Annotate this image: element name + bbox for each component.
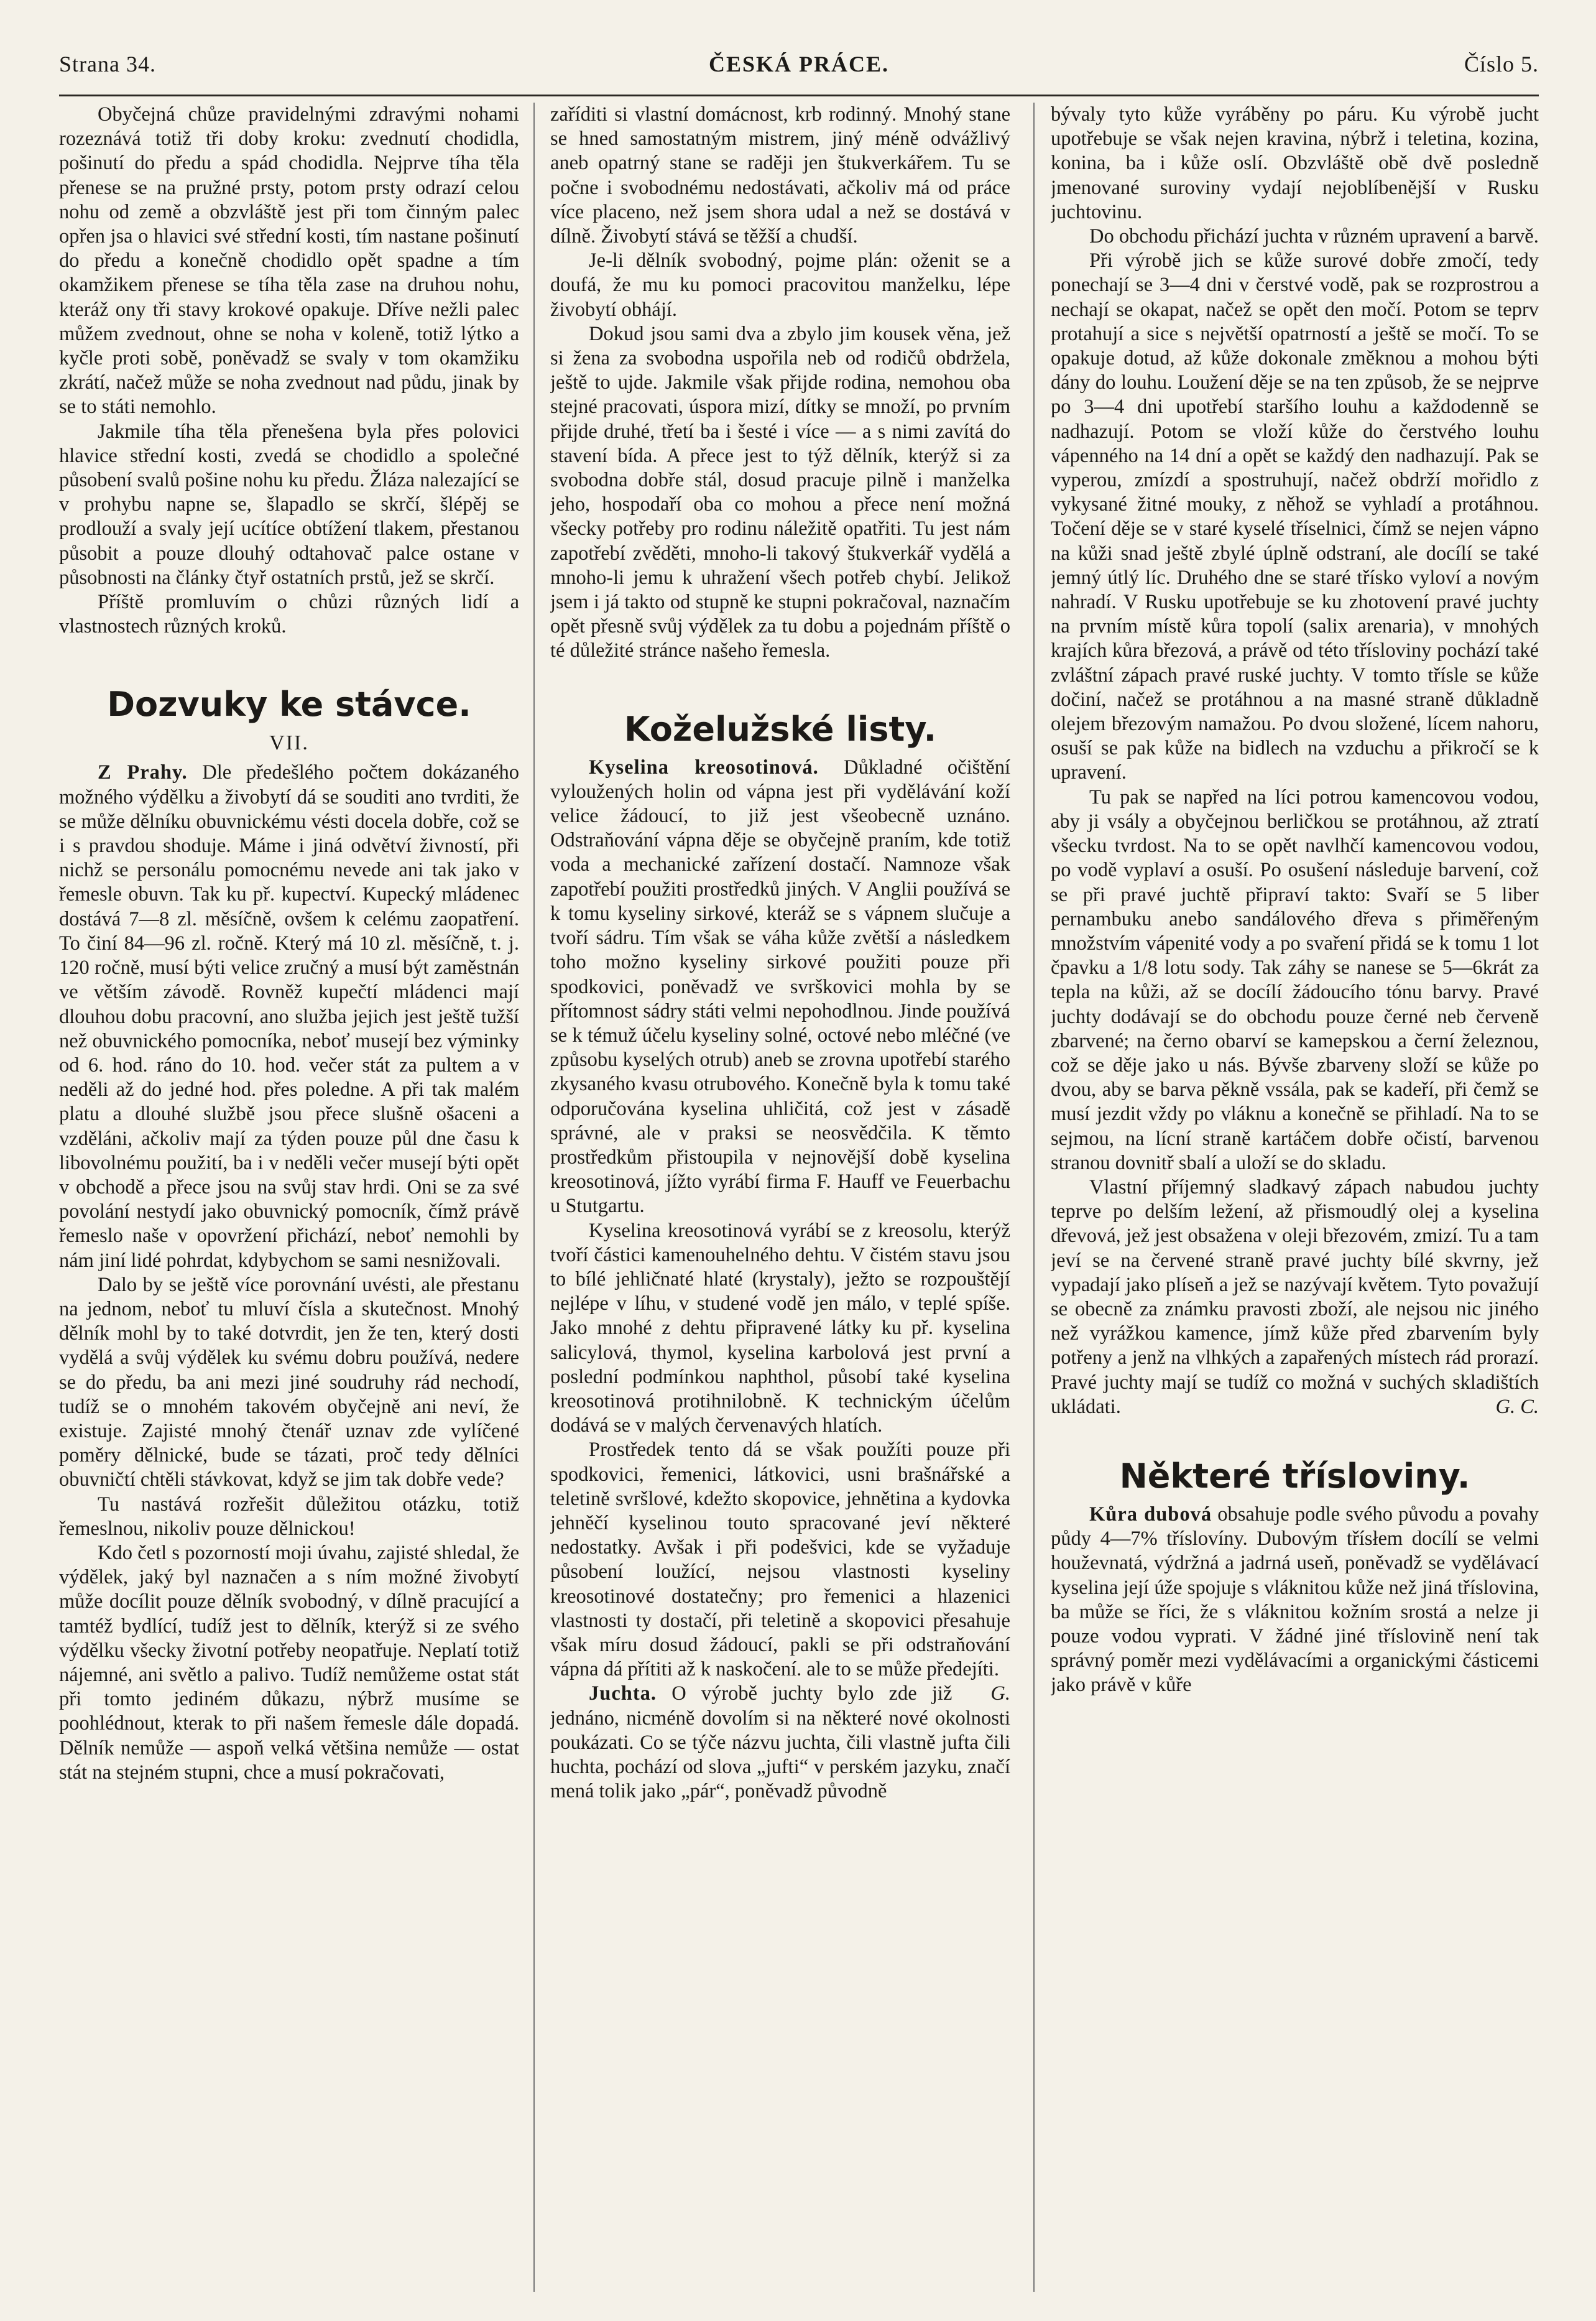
article-paragraph: Je-li dělník svobodný, pojme plán: oženit se a doufá, že mu ku pomoci pracovitou manželku, lépe živobytí obhájí. [550,249,1010,321]
article-paragraph [1051,1503,1539,1698]
article-paragraph [1051,1175,1539,1419]
article-paragraph: Dalo by se ještě více porovnání uvésti, ale přestanu na jednom, neboť tu mluví čísla a skutečnost. Mnohý dělník mohl by to také dotvrdit, jen že ten, který dosti vydělá a svůj výdělek ku svému dobru používá, nedere se do předu, ba ani mezi jiné soudruhy rád nechodí, tudíž se o mnohém takovém obyčejně ani neví, že existuje. Zajisté mnohý čtenář uznav zde vylíčené poměry dělnické, bude se tázati, proč tedy dělníci obuvničtí chtěli stávkovat, když se jim tak dobře vede? [59,1273,519,1491]
section-title-dozvuky: Dozvuky ke stávce. [107,685,471,725]
article-paragraph: Tu nastává rozřešit důležitou otázku, totiž řemeslnou, nikoliv pouze dělnickou! [59,1493,519,1540]
page-number: Strana 34. [59,52,156,76]
article-paragraph: Obyčejná chůze pravidelnými zdravými nohami rozeznává totiž tři doby kroku: zvednutí chodidla, pošinutí do předu a spád chodidla. Nejprve tíha těla přenese se na pružné prsty, potom prsty odrazí celou nohu od země a obzvláště jest při tom činným palec opřen jsa o hlavici své střední kosti, tím nastane pošinutí do předu a konečně chodidlo opět spadne a tím okamžikem přenese se tíha těla zase na druhou nohu, kteráž ony tři stavy krokové opakuje. Dříve nežli palec můžem zvednout, ohne se noha v koleně, totiž lýtko a kyčle proti sobě, poněvadž se svaly v tom okamžiku zkrátí, načež může se noha zvednout nad půdu, jinak by se to státi nemohlo. [59,103,519,419]
section-title-trisloviny: Některé třísloviny. [1119,1456,1470,1496]
section-number: VII. [269,731,309,755]
article-paragraph [550,1682,1010,1804]
article-paragraph [550,756,1010,1219]
header-rule [59,95,1539,96]
column-middle [550,103,1010,2292]
article-paragraph: bývaly tyto kůže vyráběny po páru. Ku výrobě jucht upotřebuje se však nejen kravina, nýbrž i teletina, kozina, konina, ba i kůže oslí. Obzvláště obě dvě posledně jmenované suroviny vydají nejoblíbenější v Rusku juchtovinu. [1051,103,1539,223]
article-paragraph: Jakmile tíha těla přenešena byla přes polovici hlavice střední kosti, zvedá se chodidlo a společné působení svalů pošine nohu ku předu. Žláza nalezající se v prohybu napne se, šlapadlo se skrčí, šlépěj se prodlouží a svaly její ucítíce obtížení tlakem, přestanou působit a pouze dlouhý odtahovač palce ostane v působnosti na články čtyř ostatních prstů, jež se skrčí. [59,420,519,589]
page-header [59,45,1539,82]
paragraph-text: Důkladné očištění vyloužených holin od vápna jest při vydělávání koží velice žádoucí, to již jest všeobecně uznáno. Odstraňování vápna děje se obyčejně praním, kde totiž voda a mechanické zařízení dostačí. Namnoze však zapotřebí použiti prostředků jiných. V Anglii používá se k tomu kyseliny sirkové, kteráž se s vápnem slučuje a tvoří sádru. Tím však se váha kůže zvětší a následkem toho možno kyseliny sirkové použiti pouze při spodkovici, poněvadž ve svrškovici mohla by se přítomnost sádry státi velmi nepohodlnou. Jinde používá se k témuž účelu kyseliny solné, octové nebo mléčné (ve způsobu kyselých otrub) aneb se zrovna upotřebí starého zkysaného kvasu otrubového. Konečně byla k tomu také odporučována kyselina uhličitá, což jest v zásadě správné, ale v praksi se neosvědčila. K těmto prostředkům přistoupila v nejnovější době kyselina kreosotinová, jížto vyrábí firma F. Hauff ve Feuerbachu u Stutgartu. [550,756,1010,1218]
issue-number: Číslo 5. [1464,52,1539,76]
column-right [1051,103,1539,2292]
signature: G. C. [1495,1395,1539,1418]
article-paragraph: Do obchodu přichází juchta v různém upravení a barvě. [1089,225,1539,248]
signature: G. [990,1682,1010,1705]
column-divider [533,103,535,2292]
subheading: Juchta. [589,1682,657,1705]
journal-title: ČESKÁ PRÁCE. [708,52,890,76]
section-title-kozeluzske: Koželužské listy. [624,709,937,749]
column-divider [1033,103,1035,2292]
article-paragraph: zaříditi si vlastní domácnost, krb rodinný. Mnohý stane se hned samostatným mistrem, jiný méně odvážlivý aneb opatrný stane se raději jen štukverkářem. Tu se počne i svobodnému nedostávati, ačkoliv má od práce více placeno, než jsem shora udal a než se dostává v dílně. Živobytí stává se těžší a chudší. [550,103,1010,248]
article-paragraph: Kdo četl s pozorností moji úvahu, zajisté shledal, že výdělek, jaký byl naznačen a s ním možné živobytí může docílit pouze dělník svobodný, v dílně pracující a tamtéž bydlící, tudíž jest to dělník, kterýž si ze svého výdělku všecky životní potřeby neopatřuje. Neplatí totiž nájemné, ani světlo a palivo. Tudíž nemůžeme ostat stát při tomto jediném důkazu, nýbrž musíme se poohlédnout, kterak to při našem řemesle dále dopadá. Dělník nemůže — aspoň velká většina nemůže — ostat stát na stejném stupni, chce a musí pokračovati, [59,1541,519,1784]
article-paragraph: Tu pak se napřed na líci potrou kamencovou vodou, aby ji vsály a obyčejnou berličkou se protáhnou, až ztratí všecku tvrdost. Na to se opět navlhčí kamencovou vodou, po vodě vyplaví a osuší. Po osušení následuje barvení, což se při pravé juchtě připraví takto: Svaří se 5 liber pernambuku anebo sandálového dřeva s přiměřeným množstvím vápenité vody a po svaření přidá se k tomu 1 lot čpavku a 1/8 lotu sody. Tak záhy se nanese se 5—6krát za tepla na kůži, až se docílí žádoucího tónu barvy. Pravé juchty dodávají se do obchodu pouze černé neb červeně zbarvené; na černo obarví se kamepskou a černí železnou, což se děje jako u nás. Bývše zbarveny složí se kůže po dvou, aby se barva pěkně vssála, pak se kadeří, při čemž se musí jezdit vždy po vláknu a konečně se přihladí. Na to se sejmou, na lícní straně kartáčem dobře očistí, barvenou stranou dovnitř sbalí a uloží se do skladu. [1051,785,1539,1174]
paragraph-text: obsahuje podle svého původu a povahy půdy 4—7% tříslovíny. Dubovým třísłem docílí se velmi houževnatá, výdržná a jadrná useň, poněvadž se vydělávací kyselina její úže spojuje s vláknitou kůže než jiná tříslovina, ba může se říci, že s vláknitou kožním srostá a nelze ji pouze vodou vyprati. V žádné jiné tříslovině není tak správný poměr mezi vydělávacími a organickými částicemi jako právě v kůře [1051,1503,1539,1697]
column-left [59,103,519,2292]
subheading: Kyselina kreosotinová. [589,756,819,779]
paragraph-text: Dle předešlého počtem dokázaného možného výdělku a živobytí dá se souditi ano tvrditi, že se může dělníku obuvnickému vésti docela dobře, což se i s pravdou shoduje. Máme i jiná odvětví živností, při nichž se personálu pomocnému nevede ani tak jako v řemesle obuvn. Tak ku př. kupectví. Kupecký mládenec dostává 7—8 zl. měsíčně, ovšem k celému zaopatření. To činí 84—96 zl. ročně. Který má 10 zl. měsíčně, t. j. 120 ročně, musí býti velice zručný a musí být zaměstnán ve větším závodě. Rovněž kupečtí mládenci mají dlouhou dobu pracovní, ano služba jejich jest ještě tužší než obuvnického pomocníka, neboť musejí bez výminky od 6. hod. ráno do 10. hod. večer stát za pultem a v neděli až do jedné hod. přes poledne. A při tak malém platu a dlouhé službě jsou přece slušně ošaceni a vzděláni, ačkoliv mají za týden pouze půl dne času k libovolnému použití, ba i v neděli večer musejí býti opět v obchodě a přece jsou na svůj stav hrdi. Oni se za své povolání nestydí jako obuvnický pomocník, čímž právě řemeslo naše v opovržení přichází, neboť nemohli by nám jiní lidé pohrdat, kdybychom se sami nesnižovali. [59,761,519,1272]
article-paragraph: Kyselina kreosotinová vyrábí se z kreosolu, kterýž tvoří částici kamenouhelného dehtu. V čistém stavu jsou to bílé jehličnaté hlaté (krystaly), ježto se rozpouštějí nejlépe v líhu, v studené vodě jen málo, v teplé spíše. Jako mnohé z dehtu připravené látky ku př. kyselina salicylová, thymol, kyselina karbolová jest první a poslední podmínkou naphthol, působí také kyselina kreosotinová protihnilobně. K technickým účelům dodává se v malých červenavých hlatích. [550,1219,1010,1437]
paragraph-text: Prostředek tento dá se však použíti pouze při spodkovici, řemenici, látkovici, usni brašnářské a teletině svršlové, kdežto skopovice, jehnětina a kydovka jehněčí kyselinou touto spracované jeví některé nedostatky. Avšak i při podešvici, kde se vyžaduje působení loužící, nejsou vlastnosti kyseliny kreosotinové dostatečny; pro řemenici a hlazenici vlastnosti ty dostačí, při teletině a skopovici přesahuje však míru dosud žádoucí, pakli se při odstraňování vápna dá přítiti až k naskočení. ale to se může předejíti. [550,1438,1010,1681]
article-paragraph: Při výrobě jich se kůže surové dobře zmočí, tedy ponechají se 3—4 dni v čerstvé vodě, pak se rozprostrou a nechají se okapat, načež se opět den močí. Potom se teprv protahují a sice s největší opatrností a ještě se močí. To se opakuje dotud, až kůže dokonale změknou a mohou býti dány do louhu. Loužení děje se na ten způsob, že se nejprve po 3—4 dni upotřebí staršího louhu a každodenně se nadhazují. Potom se vloží kůže do čerstvého louhu vápenného na 14 dní a opět se každý den nadhazují. Pak se vyperou, zmízdí a spostruhují, načež obdrží mořidlo z vykysané žitné mouky, z něhož se vyhladí a protáhnou. Točení děje se v staré kyselé tříselnici, čímž se nejen vápno na kůži snad ještě zbylé úplně odstraní, ale docílí se také jemný útlý líc. Druhého dne se staré třísko vyloví a novým nahradí. V Rusku upotřebuje se ku zhotovení pravé juchty na prvním místě kůra topolí (salix arenaria), v mnohých krajích kůra březová, a právě od této třísloviny pochází také zvláštní zápach pravé ruské juchty. V tomto třísle se kůže dočiní, načež se protáhnou a na masné straně důkladně olejem březovým namažou. Po dvou složené, lícem nahoru, osuší se pak kůže na bidlech na vzduchu a přikročí se k upravení. [1051,249,1539,784]
dateline: Z Prahy. [98,761,188,784]
paragraph-text: Vlastní příjemný sladkavý zápach nabudou juchty teprve po delším ležení, až přismoudlý olej a kyselina dřevová, jež jest obsažena v oleji březovém, zmizí. Tu a tam jeví se na červené straně pravé juchty bílé skvrny, jež vypadají jako plíseň a jež se nazývají květem. Tyto považují se obecně za známku pravosti zboží, ale nejsou nic jiného než vyrážkou kamence, jímž kůže před zbarvením byly potřeny a jenž na vlhkých a zapařených místech rád prorazí. Pravé juchty mají se tudíž co možná v suchých skladištích ukládati. [1051,1175,1539,1418]
article-paragraph [59,761,519,1272]
paragraph-text: O výrobě juchty bylo zde již jednáno, nicméně dovolím si na některé nové okolnosti poukázati. Co se týče názvu juchta, čili vlastně jufta čili huchta, pochází od slova „jufti“ v perském jazyku, značí mená tolik jako „pár“, poněvadž původně [550,1682,1010,1803]
subheading: Kůra dubová [1089,1503,1212,1526]
article-paragraph: Příště promluvím o chůzi různých lidí a vlastnostech různých kroků. [59,591,519,638]
article-paragraph: Dokud jsou sami dva a zbylo jim kousek věna, jež si žena za svobodna uspořila neb od rodičů obdržela, ještě to ujde. Jakmile však přijde rodina, nemohou oba stejné pracovati, úspora mizí, dítky se množí, po prvním přijde druhé, třetí ba i šesté i více — a s nimi zavítá do stavení bída. A přece jest to týž dělník, kterýž si za svobodna dobře stál, dosud pracuje pilně i manželka jeho, hospodaří oba co mohou a přece není možná všecky potřeby pro rodinu náležitě opatřiti. Tu jest nám zapotřebí zvěděti, mnoho-li takový štukverkář vydělá a mnoho-li jemu k uhražení všech potřeb chybí. Jelikož jsem i já takto od stupně ke stupni pokračoval, naznačím opět přesně svůj výdělek za tu dobu a pojednám příště o té důležité stránce našeho řemesla. [550,322,1010,662]
